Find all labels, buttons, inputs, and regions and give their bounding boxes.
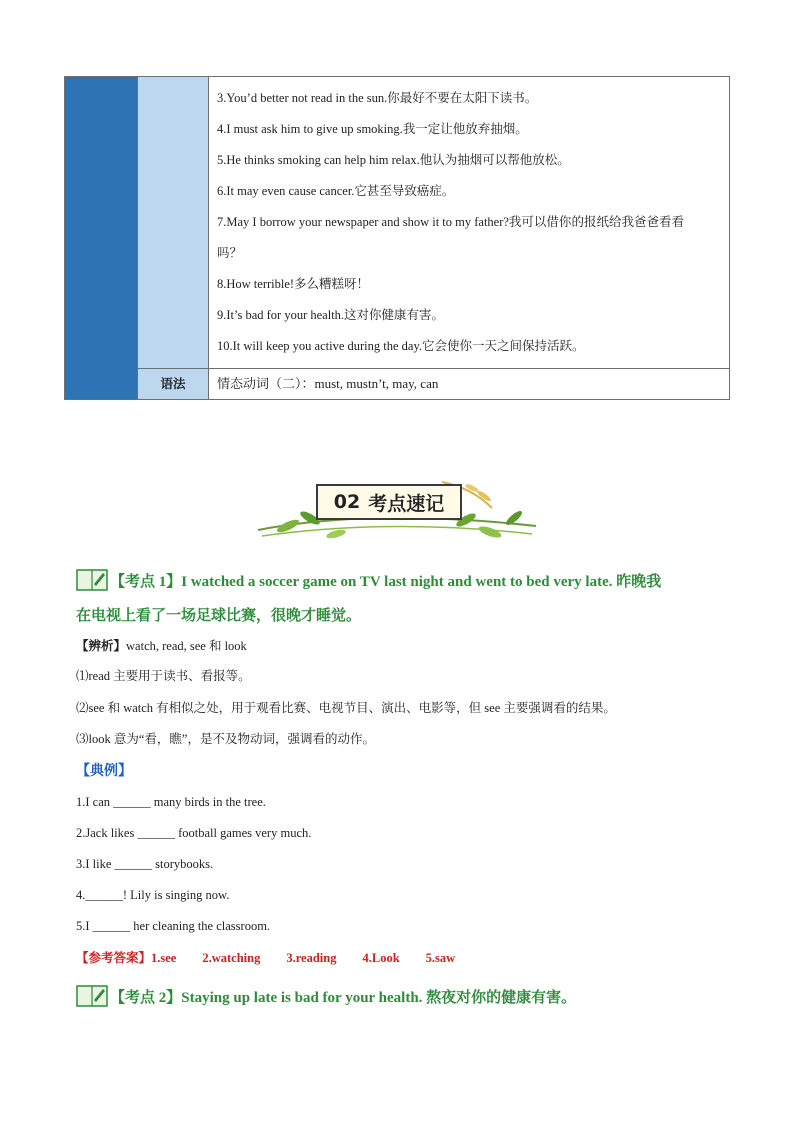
example-item: 2.Jack likes ______ football games very much.: [76, 826, 312, 840]
book-icon: [76, 568, 108, 602]
list-item: 5.He thinks smoking can help him relax.他认为抽烟可以帮他放松。: [217, 153, 570, 167]
list-item: 3.You’d better not read in the sun.你最好不要在太阳下读书。: [217, 91, 538, 105]
example-item: 3.I like ______ storybooks.: [76, 857, 214, 871]
table-row: [65, 369, 730, 400]
answers-tag: 【参考答案】: [76, 951, 152, 965]
list-item: 8.How terrible!多么糟糕呀！: [217, 277, 370, 291]
point-1-heading: [76, 568, 726, 630]
book-icon: [76, 984, 108, 1018]
list-item: 10.It will keep you active during the day.它会使你一天之间保持活跃。: [217, 339, 585, 353]
list-item: 4.I must ask him to give up smoking.我一定让他放弃抽烟。: [217, 122, 528, 136]
analysis-subject: watch, read, see 和 look: [126, 639, 247, 653]
banner-number: 02: [333, 491, 361, 513]
sentence-list: [209, 77, 729, 368]
analysis-title: [76, 636, 247, 656]
list-item: 6.It may even cause cancer.它甚至导致癌症。: [217, 184, 455, 198]
point-2-text: Staying up late is bad for your health. 熬夜对你的健康有害。: [181, 990, 577, 1006]
table-row: [65, 77, 730, 369]
answer-item: 5.saw: [425, 951, 456, 965]
analysis-item: ⑶look 意为“看，瞧”，是不及物动词，强调看的动作。: [76, 732, 375, 746]
grammar-label: 语法: [138, 369, 209, 400]
sentence-cell: [209, 77, 730, 369]
example-item: 1.I can ______ many birds in the tree.: [76, 795, 266, 809]
examples-tag: 【典例】: [76, 764, 132, 779]
banner-title-box: [316, 484, 462, 520]
point-2-heading: [76, 984, 726, 1018]
point-2-tag: 【考点 2】: [110, 990, 182, 1006]
answers-line: [76, 948, 481, 966]
table-dark-column: [65, 77, 138, 400]
point-1-text: I watched a soccer game on TV last night and went to bed very late. 昨晚我: [181, 574, 662, 590]
answer-item: 3.reading: [286, 951, 337, 965]
section-banner: [252, 478, 542, 550]
list-item: 7.May I borrow your newspaper and show it to my father?我可以借你的报纸给我爸爸看看: [217, 215, 684, 229]
example-item: 5.I ______ her cleaning the classroom.: [76, 919, 271, 933]
analysis-item: ⑵see 和 watch 有相似之处，用于观看比赛、电视节目、演出、电影等，但 see 主要强调看的结果。: [76, 701, 616, 715]
answer-item: 2.watching: [202, 951, 261, 965]
point-1-text-cont: 在电视上看了一场足球比赛，很晚才睡觉。: [76, 608, 362, 624]
point-1-tag: 【考点 1】: [110, 574, 182, 590]
list-item: 9.It’s bad for your health.这对你健康有害。: [217, 308, 445, 322]
grammar-text: 情态动词（二）：must, mustn’t, may, can: [209, 369, 730, 400]
banner-title: 考点速记: [368, 492, 445, 515]
answer-item: 1.see: [151, 951, 177, 965]
analysis-item: ⑴read 主要用于读书、看报等。: [76, 669, 251, 683]
list-item: 吗？: [217, 246, 243, 260]
answer-item: 4.Look: [362, 951, 400, 965]
sentence-table: [64, 76, 730, 400]
analysis-tag: 【辨析】: [76, 639, 127, 653]
table-light-column: [138, 77, 209, 369]
example-item: 4.______! Lily is singing now.: [76, 888, 230, 902]
